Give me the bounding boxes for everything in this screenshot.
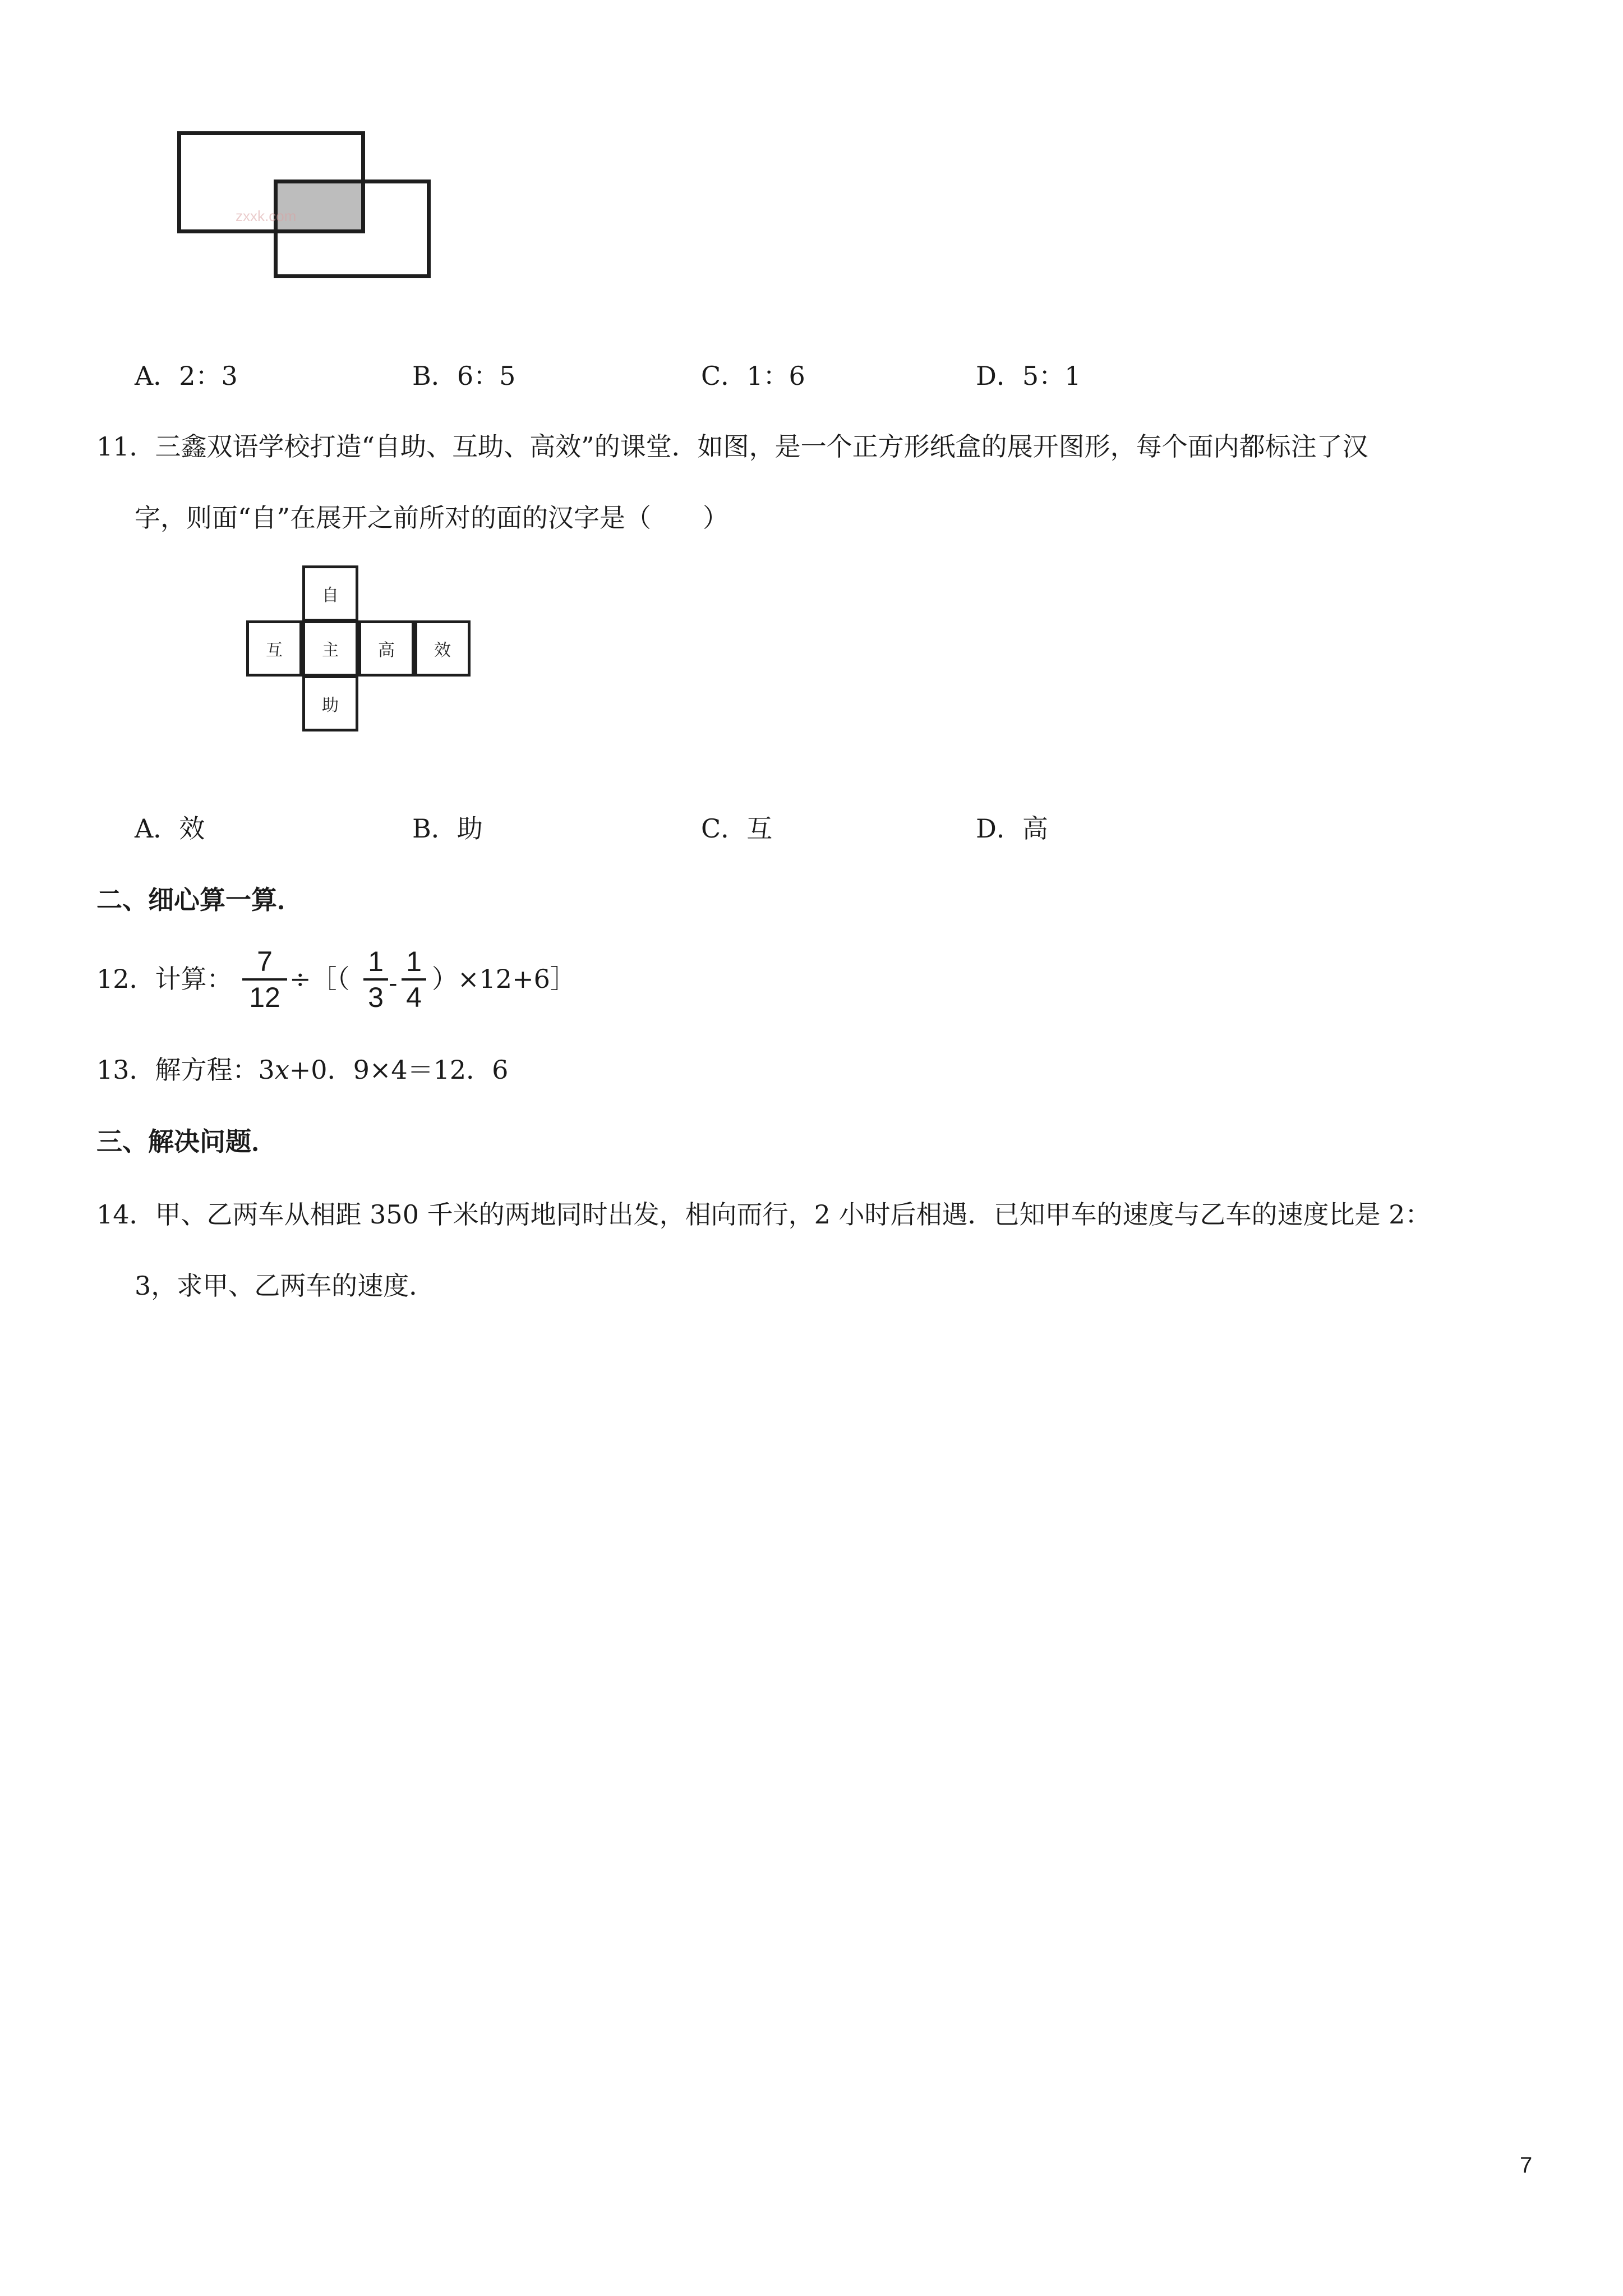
- option-letter: A．: [135, 361, 179, 391]
- q14-line1: 14．甲、乙两车从相距 350 千米的两地同时出发，相向而行，2 小时后相遇．已知甲车的速度与乙车的速度比是 2：: [96, 1199, 1431, 1230]
- page-number: 7: [1520, 2153, 1533, 2178]
- option-text: 高: [1022, 813, 1048, 844]
- option-text: 5：1: [1022, 361, 1081, 391]
- fraction-numerator: 7: [257, 946, 273, 977]
- q14-line2: 3，求甲、乙两车的速度．: [135, 1271, 435, 1301]
- q13-variable: x: [274, 1055, 289, 1085]
- fraction-bar: [242, 978, 287, 981]
- q12-minus: -: [389, 968, 398, 998]
- option-letter: B．: [412, 813, 457, 844]
- question-number: 11．: [96, 431, 155, 462]
- question-13: [96, 1053, 508, 1087]
- option-letter: D．: [976, 813, 1022, 844]
- fraction-a: [363, 947, 388, 1012]
- fraction-b: [402, 947, 426, 1012]
- net-face-right-1: 高: [358, 620, 414, 677]
- option-letter: B．: [412, 361, 457, 391]
- q11-line1: [96, 430, 1368, 463]
- watermark: zxxk.com: [236, 208, 297, 224]
- option-c: [701, 359, 805, 393]
- fraction-denominator: 4: [406, 982, 422, 1013]
- fraction-main: [242, 947, 287, 1012]
- fraction-numerator: 1: [368, 946, 384, 977]
- q12-divide-open: ÷［（: [289, 964, 350, 994]
- option-text: 1：6: [746, 361, 805, 391]
- net-face-top: 自: [302, 565, 358, 622]
- section-heading-3: 三、解决问题．: [96, 1126, 277, 1157]
- net-face-bottom: 助: [302, 675, 358, 731]
- option-a: [135, 359, 238, 393]
- net-face-center: 主: [302, 620, 358, 677]
- option-letter: D．: [976, 361, 1022, 391]
- fraction-numerator: 1: [406, 946, 422, 977]
- option-a: [135, 812, 205, 845]
- option-letter: C．: [701, 813, 747, 844]
- q13-label: 13．解方程：3: [96, 1055, 275, 1085]
- shaded-overlap: [274, 180, 365, 233]
- fraction-bar: [402, 978, 426, 981]
- option-letter: C．: [701, 361, 747, 391]
- option-c: [701, 812, 772, 845]
- option-letter: A．: [135, 813, 179, 844]
- q12-tail: ）×12+6］: [432, 964, 576, 994]
- fraction-denominator: 3: [368, 982, 384, 1013]
- net-face-right-2: 效: [414, 620, 471, 677]
- section-heading-2: 二、细心算一算．: [96, 885, 303, 915]
- option-text: 2：3: [179, 361, 238, 391]
- question-text: 字，则面“自”在展开之前所对的面的汉字是（ ）: [135, 503, 729, 533]
- net-face-left: 互: [246, 620, 302, 677]
- option-text: 效: [179, 813, 205, 844]
- q11-line2: [135, 501, 728, 535]
- option-b: [412, 359, 515, 393]
- option-text: 助: [457, 813, 483, 844]
- fraction-denominator: 12: [249, 982, 280, 1013]
- fraction-bar: [363, 978, 388, 981]
- option-d: [976, 812, 1048, 845]
- option-text: 互: [746, 813, 773, 844]
- q13-rest: +0．9×4＝12．6: [289, 1055, 509, 1085]
- q12-label: 12．计算：: [96, 964, 233, 994]
- question-text: 三鑫双语学校打造“自助、互助、高效”的课堂．如图，是一个正方形纸盒的展开图形，每个面内都标注了汉: [155, 431, 1368, 462]
- option-d: [976, 359, 1081, 393]
- option-b: [412, 812, 483, 845]
- option-text: 6：5: [457, 361, 516, 391]
